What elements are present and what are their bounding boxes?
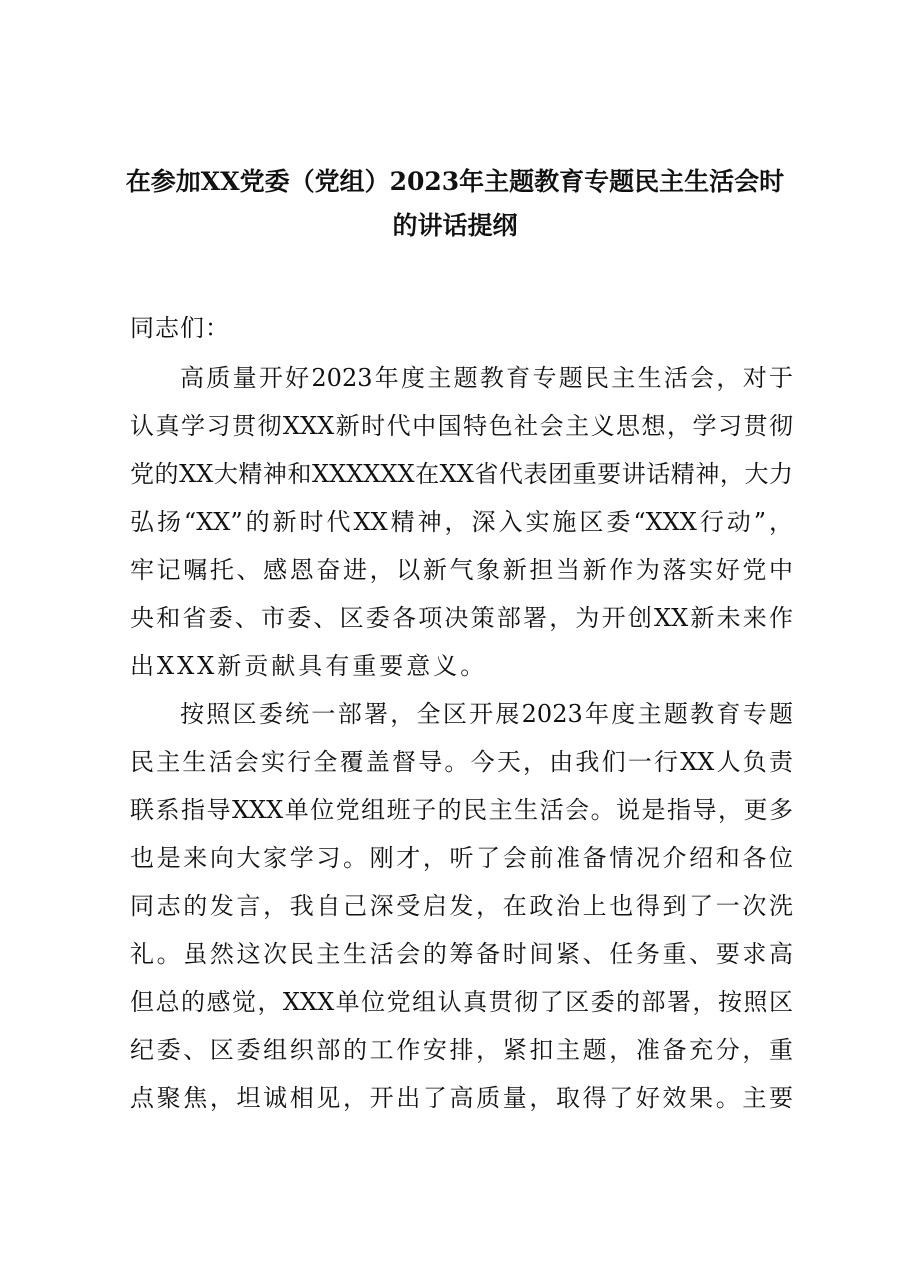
paragraph-line: 央和省委、市委、区委各项决策部署，为开创XX新未来作 (130, 604, 793, 632)
document-title-line-2: 的讲话提纲 (392, 211, 518, 240)
paragraph-line: 同志的发言，我自己深受启发，在政治上也得到了一次洗 (130, 892, 793, 920)
paragraph-line: 纪委、区委组织部的工作安排，紧扣主题，准备充分，重 (130, 1036, 793, 1064)
paragraph-line: 民主生活会实行全覆盖督导。今天，由我们一行XX人负责 (130, 748, 793, 776)
salutation: 同志们： (130, 314, 230, 342)
paragraph-line: 高质量开好2023年度主题教育专题民主生活会，对于 (180, 364, 793, 392)
paragraph-line: 礼。虽然这次民主生活会的筹备时间紧、任务重、要求高 (130, 940, 793, 968)
paragraph-line: 联系指导XXX单位党组班子的民主生活会。说是指导，更多 (130, 796, 793, 824)
paragraph-line: 但总的感觉，XXX单位党组认真贯彻了区委的部署，按照区 (130, 988, 793, 1016)
paragraph-line: 也是来向大家学习。刚才，听了会前准备情况介绍和各位 (130, 844, 793, 872)
paragraph-2 (130, 690, 793, 1122)
paragraph-1 (130, 354, 793, 690)
paragraph-line: 按照区委统一部署，全区开展2023年度主题教育专题 (180, 700, 793, 728)
paragraph-line: 认真学习贯彻XXX新时代中国特色社会主义思想，学习贯彻 (130, 412, 793, 440)
paragraph-line: 牢记嘱托、感恩奋进，以新气象新担当新作为落实好党中 (130, 556, 793, 584)
paragraph-line: 出XXX新贡献具有重要意义。 (130, 652, 488, 680)
paragraph-line: 点聚焦，坦诚相见，开出了高质量，取得了好效果。主要 (130, 1084, 793, 1112)
paragraph-line: 弘扬“XX”的新时代XX精神，深入实施区委“XXX行动”， (130, 508, 793, 536)
document-title-line-1: 在参加XX党委（党组）2023年主题教育专题民主生活会时 (125, 167, 785, 196)
paragraph-line: 党的XX大精神和XXXXXX在XX省代表团重要讲话精神，大力 (130, 460, 793, 488)
